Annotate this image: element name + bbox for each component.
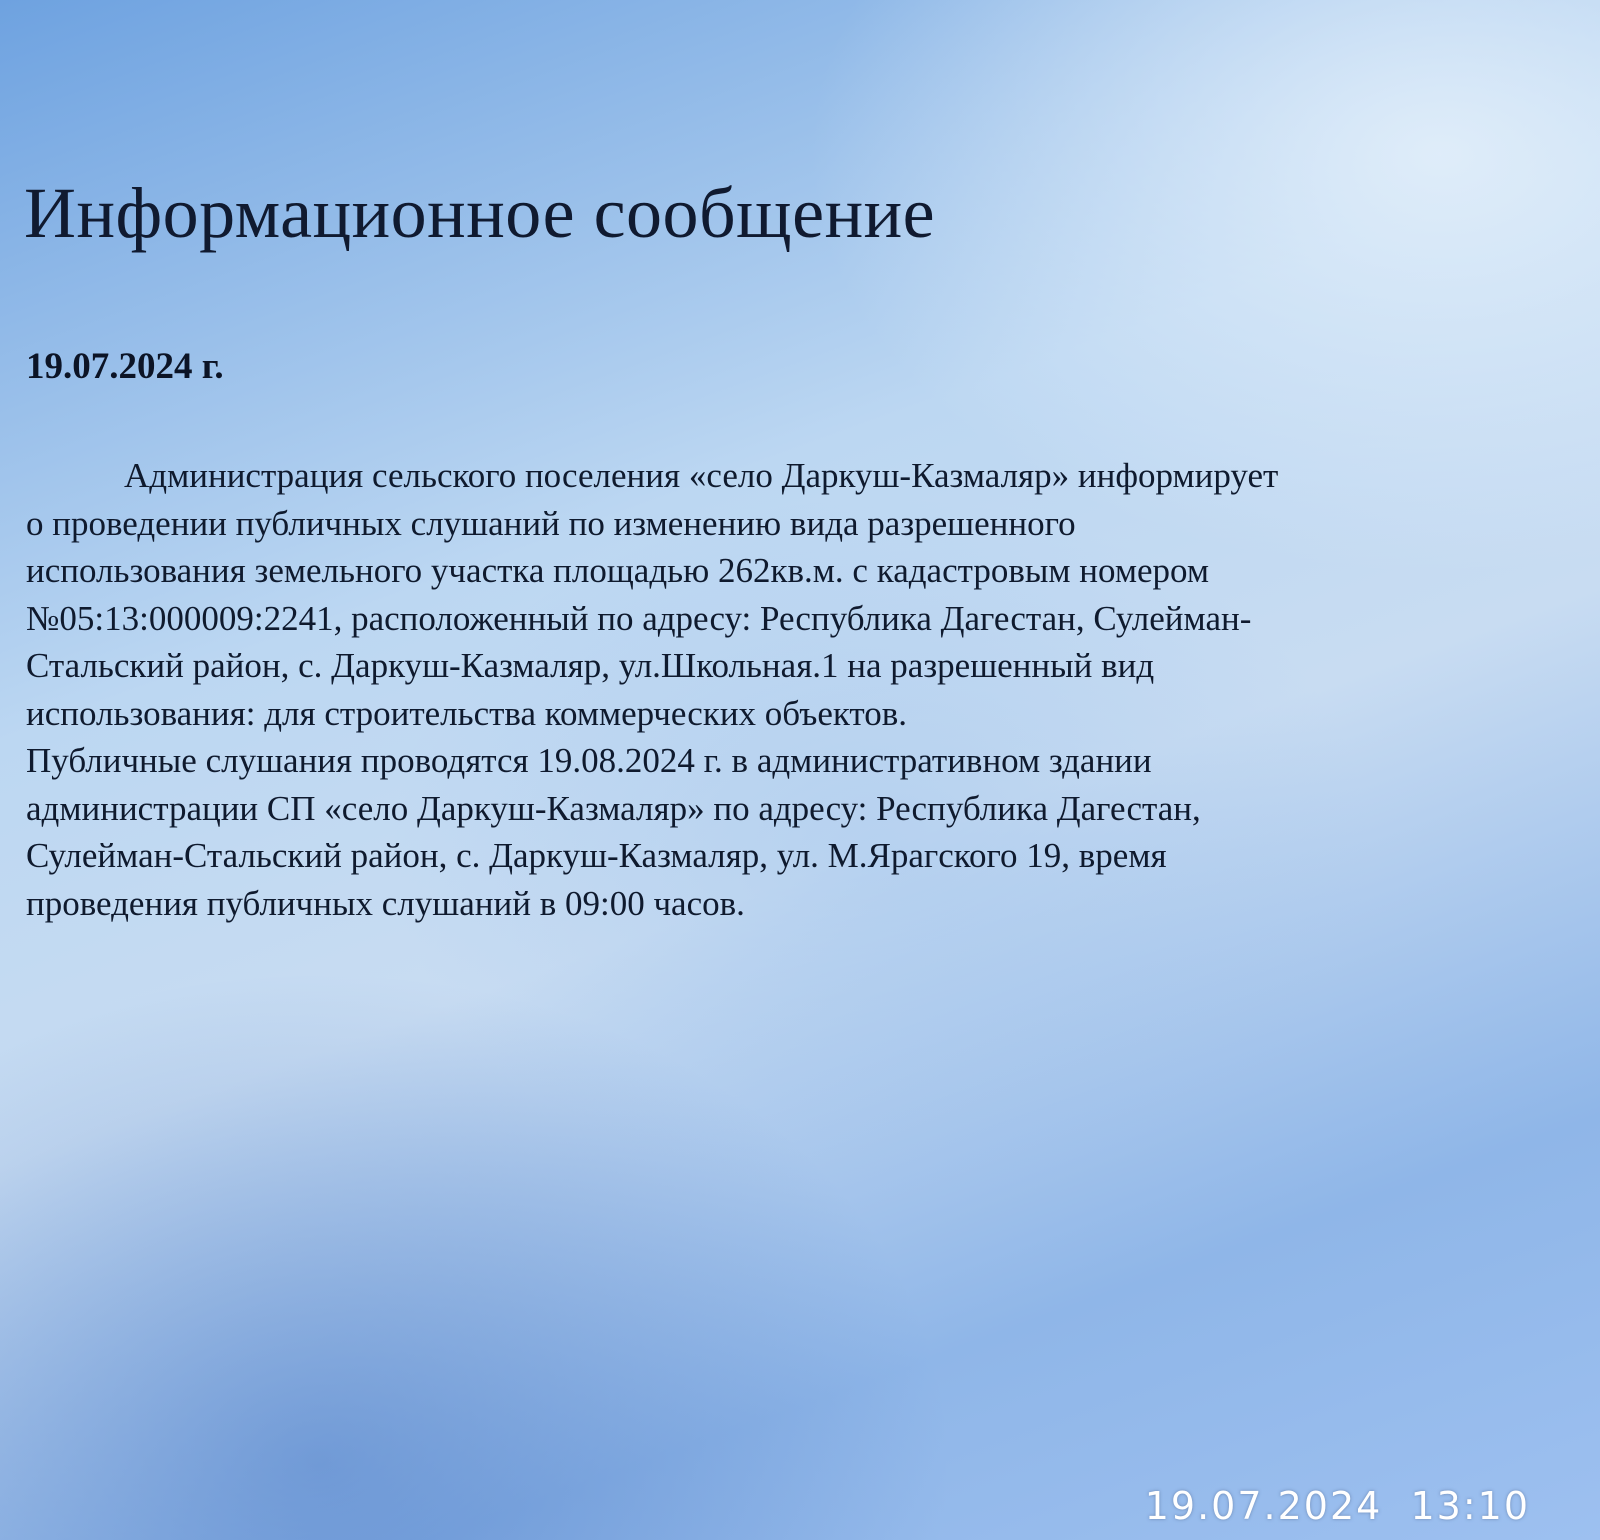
document-date: 19.07.2024 г. (26, 346, 224, 387)
body-line: Сулейман-Стальский район, с. Даркуш-Казмаляр, ул. М.Ярагского 19, время (26, 836, 1167, 875)
body-line: использования: для строительства коммерческих объектов. (26, 693, 908, 733)
body-line: №05:13:000009:2241, расположенный по адресу: Республика Дагестан, Сулейман- (26, 598, 1252, 638)
body-line: о проведении публичных слушаний по изменению вида разрешенного (26, 503, 1076, 543)
document-body (26, 452, 1516, 927)
body-line: Стальский район, с. Даркуш-Казмаляр, ул.Школьная.1 на разрешенный вид (26, 646, 1155, 685)
document-title: Информационное сообщение (24, 173, 936, 253)
body-line: Публичные слушания проводятся 19.08.2024 г. в административном здании (26, 741, 1152, 780)
body-line: Администрация сельского поселения «село Даркуш-Казмаляр» информирует (124, 456, 1279, 495)
body-line: использования земельного участка площадью 262кв.м. с кадастровым номером (26, 551, 1209, 590)
photo-timestamp: 19.07.2024 13:10 (1144, 1484, 1530, 1528)
body-line: проведения публичных слушаний в 09:00 часов. (26, 883, 745, 923)
body-line: администрации СП «село Даркуш-Казмаляр» по адресу: Республика Дагестан, (26, 788, 1201, 828)
